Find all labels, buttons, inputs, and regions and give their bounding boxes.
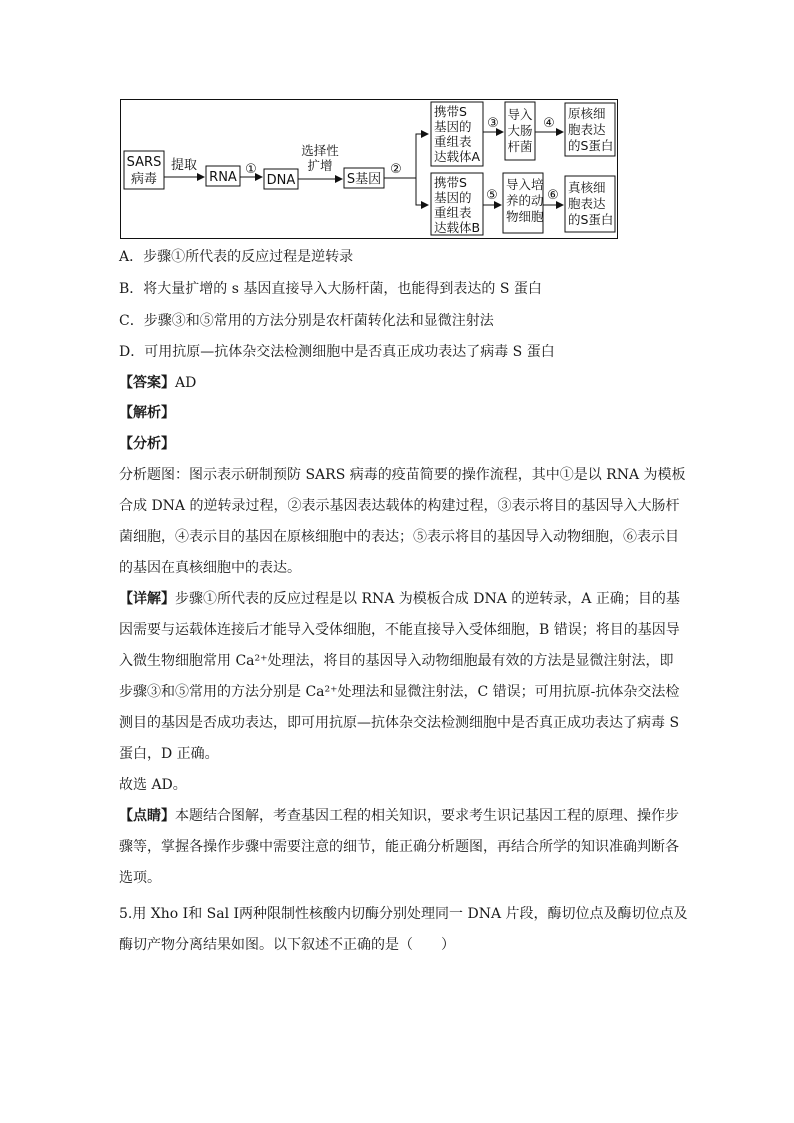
dianjing-line: 骤等，掌握各操作步骤中需要注意的细节，能正确分析题图，再结合所学的知识准确判断各 [119,839,679,855]
dianjing-first-line [119,806,679,826]
detail-line: 蛋白，D 正确。 [119,746,219,762]
vector-b-line: 基因的 [434,190,472,205]
prokaryote-line: 的S蛋白 [568,138,614,153]
analysis-heading: 【解析】 [119,405,175,421]
process-flow-diagram [120,99,618,239]
step1-label: ① [245,162,257,177]
ecoli-line: 杆菌 [507,139,533,154]
vector-b-line: 携带S [434,175,467,190]
option-c: C．步骤③和⑤常用的方法分别是农杆菌转化法和显微注射法 [119,313,494,329]
rna-label: RNA [209,170,237,185]
analysis-line: 分析题图：图示表示研制预防 SARS 病毒的疫苗简要的操作流程，其中①是以 RNA 为模板 [119,467,686,483]
vector-a-line: 重组表 [434,134,472,149]
detail-line: 测目的基因是否成功表达，即可用抗原—抗体杂交法检测细胞中是否真正成功表达了病毒 S [119,715,680,731]
answer-tag: 【答案】 [119,375,175,391]
analysis-line: 合成 DNA 的逆转录过程，②表示基因表达载体的构建过程，③表示将目的基因导入大肠杆 [119,498,680,514]
detail-text: 步骤①所代表的反应过程是以 RNA 为模板合成 DNA 的逆转录，A 正确；目的基 [175,591,680,607]
amplify-label-1: 选择性 [301,143,339,158]
vector-b-line: 重组表 [434,205,472,220]
fenxi-heading: 【分析】 [119,436,175,452]
step5-label: ⑤ [486,188,498,203]
analysis-line: 的基因在真核细胞中的表达。 [119,560,301,576]
step3-label: ③ [487,116,499,131]
branch-arrow-lower [416,178,428,205]
dianjing-text: 本题结合图解，考查基因工程的相关知识，要求考生识记基因工程的原理、操作步 [175,808,679,824]
detail-first-line [119,589,680,609]
vector-b-line: 达载体B [434,220,481,235]
answer-value: AD [175,375,197,391]
vector-a-line: 携带S [434,104,467,119]
option-d: D．可用抗原—抗体杂交法检测细胞中是否真正成功表达了病毒 S 蛋白 [119,344,555,360]
step6-label: ⑥ [547,188,559,203]
animal-cell-line: 物细胞 [506,209,544,224]
flow-diagram-svg [120,99,618,239]
prokaryote-line: 原核细 [568,106,606,121]
option-a: A．步骤①所代表的反应过程是逆转录 [119,249,354,265]
prokaryote-line: 胞表达 [568,122,606,137]
dianjing-tag: 【点睛】 [119,808,175,824]
ecoli-line: 大肠 [507,123,533,138]
step4-label: ④ [543,116,555,131]
detail-line: 步骤③和⑤常用的方法分别是 Ca²⁺处理法和显微注射法，C 错误；可用抗原-抗体杂交法检 [119,684,680,700]
detail-line: 因需要与运载体连接后才能导入受体细胞，不能直接导入受体细胞，B 错误；将目的基因导 [119,622,680,638]
question5-line: 酶切产物分离结果如图。以下叙述不正确的是（ ） [119,937,455,953]
extract-label: 提取 [170,158,198,173]
question5-line: 5.用 Xho Ⅰ和 Sal Ⅰ两种限制性核酸内切酶分别处理同一 DNA 片段，酶切位点及酶切位点及 [119,906,688,922]
eukaryote-line: 真核细 [568,180,606,195]
vector-a-line: 基因的 [434,119,472,134]
dna-label: DNA [266,173,296,188]
detail-tag: 【详解】 [119,591,175,607]
s-gene-label: S基因 [346,172,382,187]
animal-cell-line: 养的动 [506,193,544,208]
vector-a-line: 达载体A [434,149,481,164]
eukaryote-line: 胞表达 [568,196,606,211]
dianjing-line: 选项。 [119,870,161,886]
conclusion-line: 故选 AD。 [119,777,187,793]
sars-label-1: SARS [126,155,162,170]
option-b: B．将大量扩增的 s 基因直接导入大肠杆菌，也能得到表达的 S 蛋白 [119,281,542,297]
analysis-line: 菌细胞，④表示目的基因在原核细胞中的表达；⑤表示将目的基因导入动物细胞，⑥表示目 [119,529,679,545]
answer-line [119,373,196,393]
sars-label-2: 病毒 [130,172,158,187]
branch-arrow-upper [408,134,428,178]
detail-line: 入微生物细胞常用 Ca²⁺处理法，将目的基因导入动物细胞最有效的方法是显微注射法，即 [119,653,674,669]
step2-label: ② [390,162,402,177]
animal-cell-line: 导入培 [506,177,544,192]
ecoli-line: 导入 [507,107,533,122]
amplify-label-2: 扩增 [307,158,333,173]
eukaryote-line: 的S蛋白 [568,212,614,227]
